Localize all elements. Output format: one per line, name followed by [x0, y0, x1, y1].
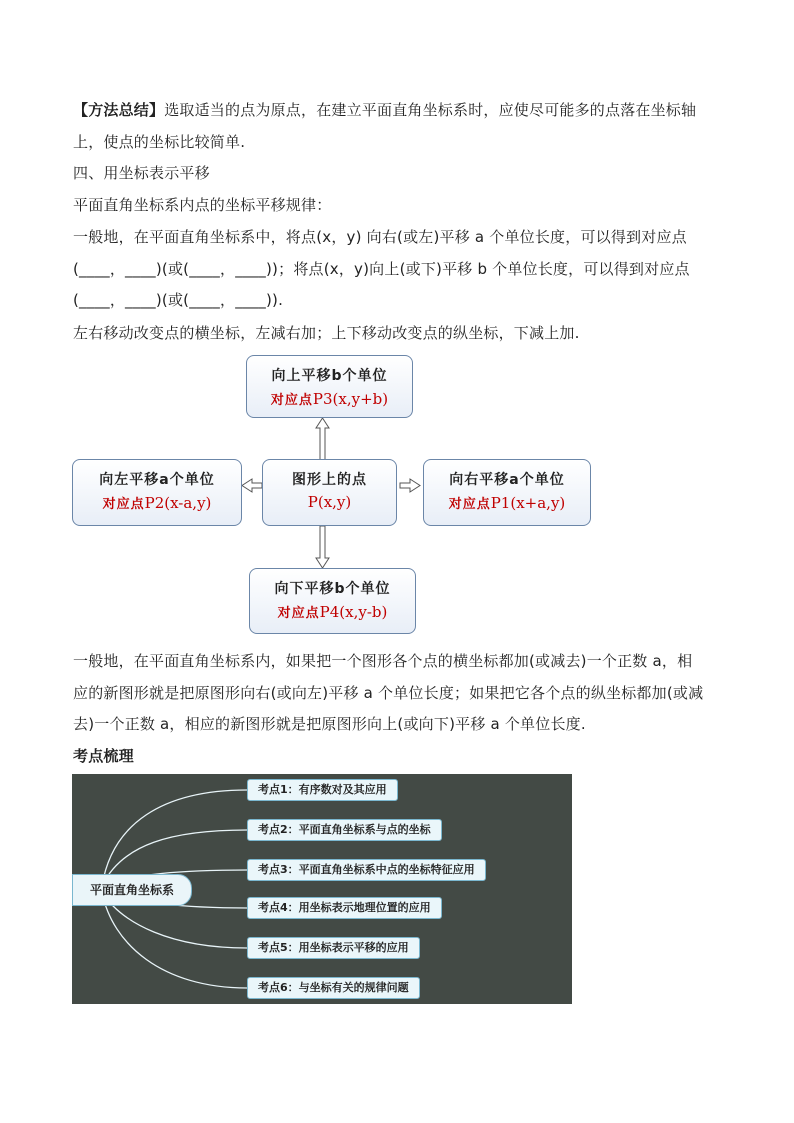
box-left-formula: 对应点P2(x-a,y) [102, 494, 212, 512]
box-down [249, 568, 416, 634]
box-down-formula: 对应点P4(x,y-b) [277, 603, 388, 621]
box-right-formula: 对应点P1(x+a,y) [448, 494, 566, 512]
section-heading: 四、用坐标表示平移 [73, 164, 210, 182]
figure-line-1: 一般地，在平面直角坐标系内，如果把一个图形各个点的横坐标都加(或减去)一个正数 a，相 [73, 652, 693, 670]
box-down-title: 向下平移b个单位 [274, 581, 391, 597]
branch-1 [102, 790, 247, 886]
rule-intro: 平面直角坐标系内点的坐标平移规律： [73, 196, 332, 214]
mnemonic: 左右移动改变点的横坐标，左减右加；上下移动改变点的纵坐标，下减上加. [73, 324, 580, 342]
mindmap-node-1: 考点1：有序数对及其应用 [247, 779, 398, 801]
rule-line-2: (____，____)(或(____，____))；将点(x，y)向上(或下)平移 b 个单位长度，可以得到对应点 [73, 259, 690, 278]
box-up-title: 向上平移b个单位 [271, 368, 388, 384]
method-summary [73, 95, 723, 158]
box-center-formula: P(x,y) [307, 493, 352, 511]
rule-line-1: 一般地，在平面直角坐标系中，将点(x，y) 向右(或左)平移 a 个单位长度，可以得到对应点 [73, 228, 687, 246]
summary-line-2: 上，使点的坐标比较简单. [73, 132, 246, 151]
arrow-down [316, 526, 329, 568]
box-right [423, 459, 591, 526]
mindmap-node-4: 考点4：用坐标表示地理位置的应用 [247, 897, 442, 919]
translation-diagram [70, 352, 594, 637]
mindmap-node-6: 考点6：与坐标有关的规律问题 [247, 977, 420, 999]
box-left-title: 向左平移a个单位 [99, 472, 215, 488]
mindmap-root: 平面直角坐标系 [72, 874, 192, 906]
summary-line-1: 选取适当的点为原点，在建立平面直角坐标系时，应使尽可能多的点落在坐标轴 [164, 101, 697, 119]
mindmap-node-5: 考点5：用坐标表示平移的应用 [247, 937, 420, 959]
box-center [262, 459, 397, 526]
arrow-left [242, 479, 262, 492]
box-up [246, 355, 413, 418]
figure-line-3: 去)一个正数 a，相应的新图形就是把原图形向上(或向下)平移 a 个单位长度. [73, 715, 586, 733]
branch-6 [102, 892, 247, 988]
summary-label: 【方法总结】 [73, 101, 165, 119]
arrow-right [400, 479, 420, 492]
box-center-title: 图形上的点 [292, 472, 367, 488]
rule-line-3: (____，____)(或(____，____)). [73, 291, 284, 309]
box-left [72, 459, 242, 526]
knowledge-mindmap [72, 774, 572, 1004]
box-up-formula: 对应点P3(x,y+b) [270, 390, 389, 408]
box-right-title: 向右平移a个单位 [449, 472, 565, 488]
rule-text [73, 222, 723, 317]
mindmap-node-2: 考点2：平面直角坐标系与点的坐标 [247, 819, 442, 841]
figure-line-2: 应的新图形就是把原图形向右(或向左)平移 a 个单位长度；如果把它各个点的纵坐标都加(或减 [73, 683, 704, 702]
kaodian-heading: 考点梳理 [73, 747, 134, 765]
figure-translation-text [73, 646, 723, 741]
arrow-up [316, 418, 329, 460]
mindmap-node-3: 考点3：平面直角坐标系中点的坐标特征应用 [247, 859, 486, 881]
